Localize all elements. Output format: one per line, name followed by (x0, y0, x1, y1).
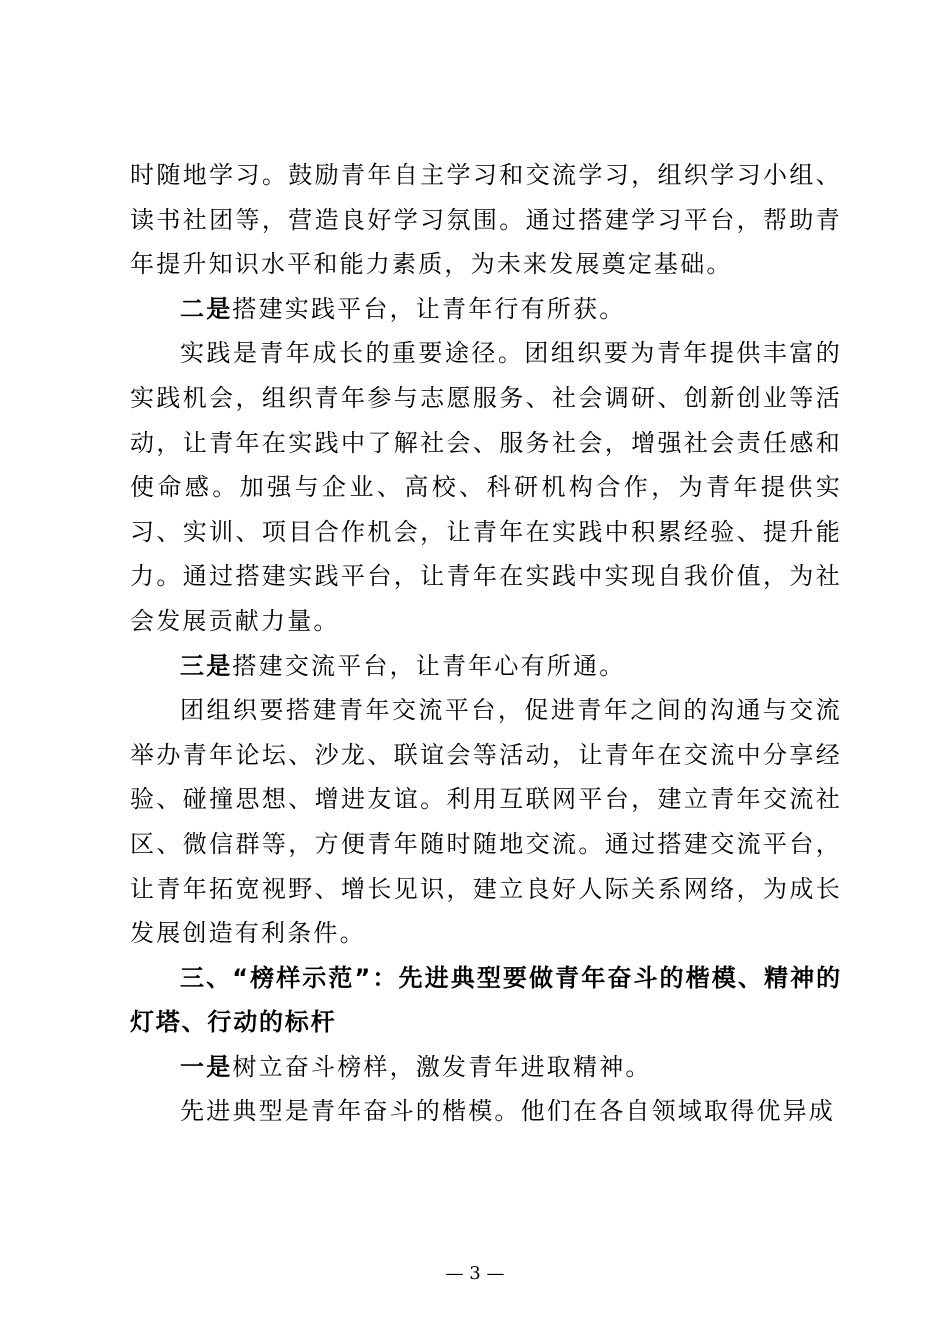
paragraph-lead: 三是 (180, 651, 233, 680)
paragraph-3 (130, 331, 842, 643)
paragraph-lead: 一是 (180, 1052, 233, 1081)
paragraph-4 (130, 644, 842, 689)
paragraph-7 (130, 1089, 842, 1134)
page-number: — 3 — (445, 1263, 505, 1284)
paragraph-text: 搭建实践平台，让青年行有所获。 (232, 294, 626, 323)
heading-text: 三、“榜样示范”：先进典型要做青年奋斗的楷模、精神的灯塔、行动的标杆 (130, 963, 842, 1037)
paragraph-lead: 二是 (180, 294, 233, 323)
paragraph-6 (130, 1045, 842, 1090)
paragraph-text: 搭建交流平台，让青年心有所通。 (232, 651, 626, 680)
paragraph-text: 时随地学习。鼓励青年自主学习和交流学习，组织学习小组、读书社团等，营造良好学习氛围。通过搭建学习平台，帮助青年提升知识水平和能力素质，为未来发展奠定基础。 (130, 161, 842, 279)
paragraph-text: 实践是青年成长的重要途径。团组织要为青年提供丰富的实践机会，组织青年参与志愿服务、社会调研、创新创业等活动，让青年在实践中了解社会、服务社会，增强社会责任感和使命感。加强与企业、高校、科研机构合作，为青年提供实习、实训、项目合作机会，让青年在实践中积累经验、提升能力。通过搭建实践平台，让青年在实践中实现自我价值，为社会发展贡献力量。 (130, 339, 842, 635)
document-body (130, 153, 842, 1134)
paragraph-text: 团组织要搭建青年交流平台，促进青年之间的沟通与交流举办青年论坛、沙龙、联谊会等活动，让青年在交流中分享经验、碰撞思想、增进友谊。利用互联网平台，建立青年交流社区、微信群等，方便青年随时随地交流。通过搭建交流平台，让青年拓宽视野、增长见识，建立良好人际关系网络，为成长发展创造有利条件。 (130, 696, 842, 948)
paragraph-1 (130, 153, 842, 287)
paragraph-2 (130, 287, 842, 332)
paragraph-5 (130, 688, 842, 956)
paragraph-text: 树立奋斗榜样，激发青年进取精神。 (232, 1052, 652, 1081)
section-heading (130, 956, 842, 1045)
paragraph-text: 先进典型是青年奋斗的楷模。他们在各自领域取得优异成 (180, 1097, 835, 1126)
